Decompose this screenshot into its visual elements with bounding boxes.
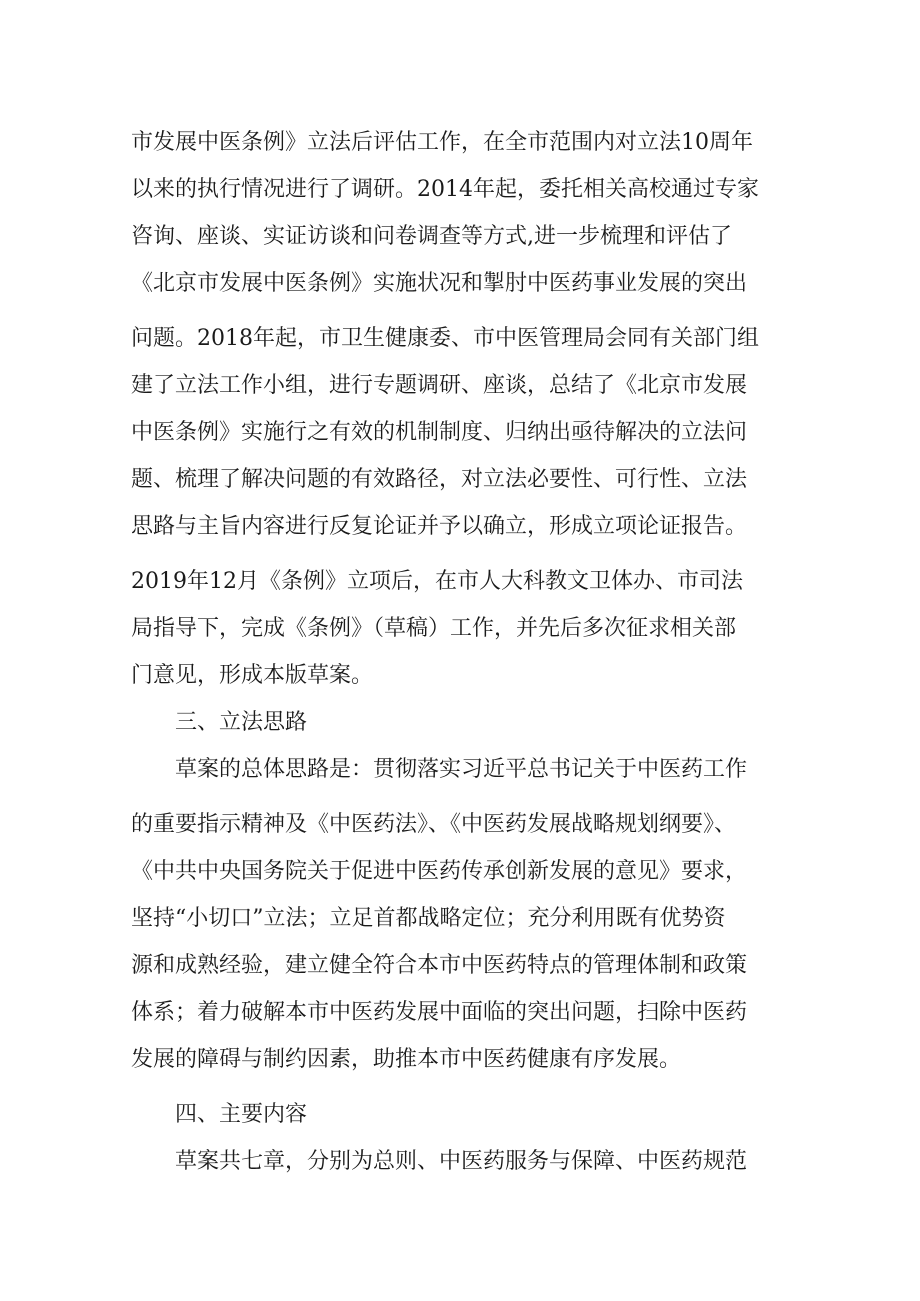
paragraph-line: 体系；着力破解本市中医药发展中面临的突出问题，扫除中医药 (131, 1000, 748, 1025)
paragraph-line: 2019年12月《条例》立项后，在市人大科教文卫体办、市司法 (131, 569, 743, 594)
paragraph-line: 的重要指示精神及《中医药法》、《中医药发展战略规划纲要》、 (131, 812, 737, 837)
paragraph-line: 坚持“小切口”立法；立足首都战略定位；充分利用既有优势资 (131, 906, 726, 931)
paragraph-line: 《中共中央国务院关于促进中医药传承创新发展的意见》要求， (131, 859, 748, 884)
paragraph-line: 咨询、座谈、实证访谈和问卷调查等方式,进一步梳理和评估了 (131, 224, 732, 249)
paragraph-line: 《北京市发展中医条例》实施状况和掣肘中医药事业发展的突出 (131, 271, 748, 296)
paragraph-line: 思路与主旨内容进行反复论证并予以确立，形成立项论证报告。 (131, 514, 748, 539)
paragraph-line: 以来的执行情况进行了调研。2014年起，委托相关高校通过专家 (131, 177, 759, 202)
paragraph-line: 建了立法工作小组，进行专题调研、座谈，总结了《北京市发展 (131, 373, 748, 398)
section-heading: 四、主要内容 (175, 1102, 308, 1127)
paragraph-line: 题、梳理了解决问题的有效路径，对立法必要性、可行性、立法 (131, 467, 748, 492)
paragraph-line: 局指导下，完成《条例》（草稿）工作，并先后多次征求相关部 (131, 616, 737, 641)
section-heading: 三、立法思路 (175, 710, 308, 735)
paragraph-line: 草案共七章，分别为总则、中医药服务与保障、中医药规范 (175, 1149, 748, 1174)
paragraph-line: 市发展中医条例》立法后评估工作，在全市范围内对立法10周年 (131, 130, 753, 155)
paragraph-line: 草案的总体思路是：贯彻落实习近平总书记关于中医药工作 (175, 757, 748, 782)
paragraph-line: 问题。2018年起，市卫生健康委、市中医管理局会同有关部门组 (131, 326, 759, 351)
paragraph-line: 中医条例》实施行之有效的机制制度、归纳出亟待解决的立法问 (131, 420, 748, 445)
paragraph-line: 门意见，形成本版草案。 (131, 663, 374, 688)
paragraph-line: 发展的障碍与制约因素，助推本市中医药健康有序发展。 (131, 1047, 682, 1072)
paragraph-line: 源和成熟经验，建立健全符合本市中医药特点的管理体制和政策 (131, 953, 748, 978)
